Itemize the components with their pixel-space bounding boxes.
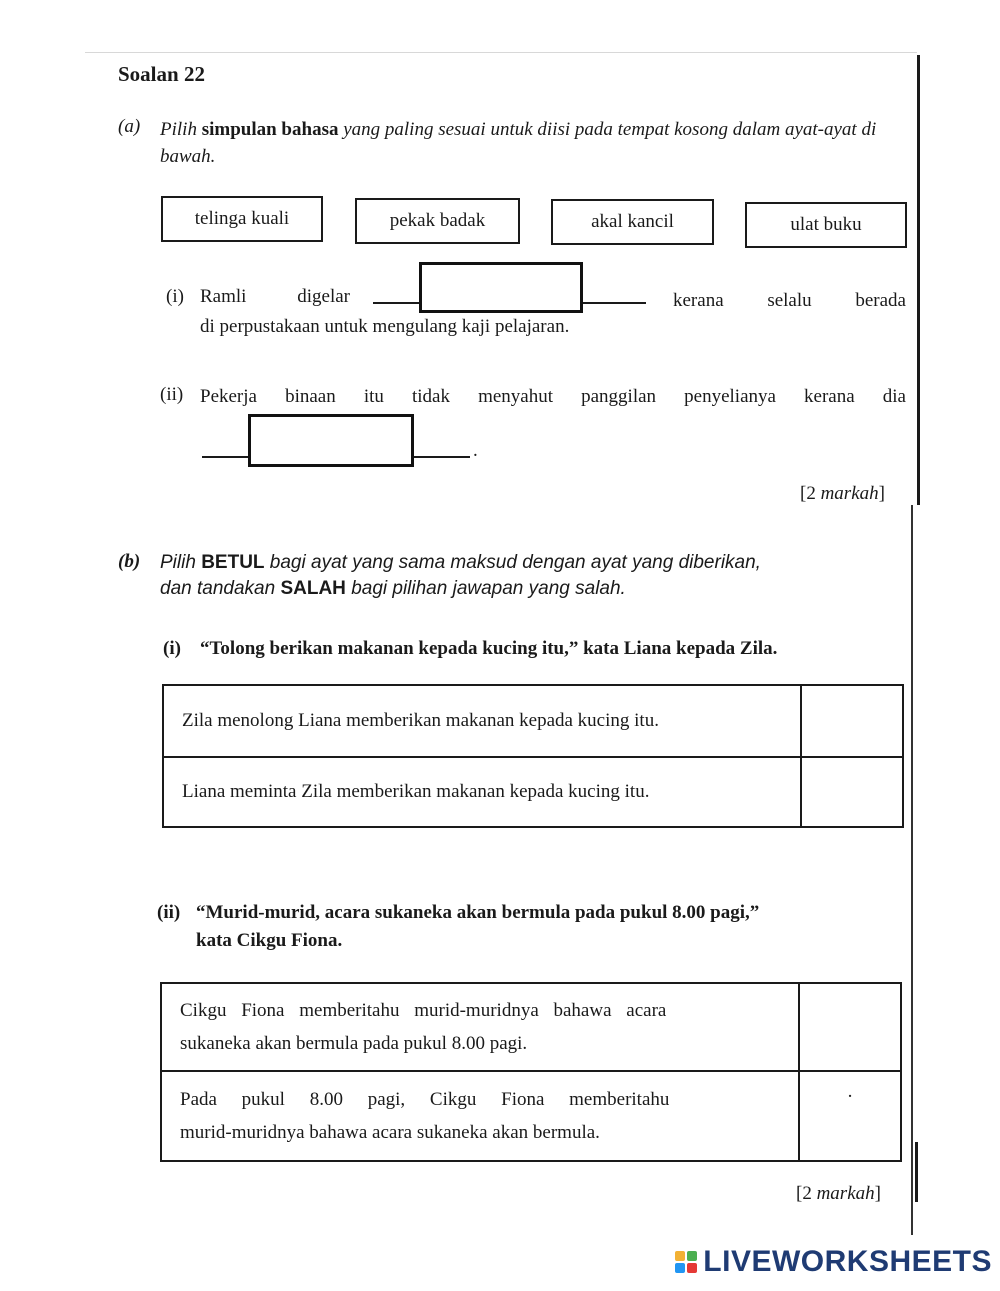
table-b-i [162, 684, 904, 828]
row-line2: murid-muridnya bahawa acara sukaneka akan bermula. [180, 1122, 600, 1143]
part-a-marks [800, 483, 885, 505]
answer-cell-b-ii-2[interactable] [799, 1071, 901, 1161]
part-a-label: (a) [118, 116, 141, 137]
row-text [161, 983, 799, 1071]
page-right-border [917, 55, 920, 505]
answer-box-ii[interactable] [248, 414, 414, 467]
word: selalu [767, 290, 812, 311]
part-b-label: (b) [118, 551, 141, 572]
item-b-ii-quote-2: kata Cikgu Fiona. [196, 930, 343, 951]
row-text: Liana meminta Zila memberikan makanan kepada kucing itu. [163, 757, 801, 827]
row-line2: sukaneka akan bermula pada pukul 8.00 pagi. [180, 1033, 528, 1054]
word: kerana [673, 290, 724, 311]
item-b-i-label: (i) [163, 638, 181, 659]
liveworksheets-logo-icon [675, 1251, 697, 1273]
instr-b-1: Pilih [160, 552, 196, 573]
instr-b-bold2: SALAH [280, 578, 346, 599]
instr-a-1: Pilih [160, 119, 197, 140]
logo-square [675, 1251, 685, 1261]
option-telinga-kuali: telinga kuali [161, 196, 323, 242]
table-row [163, 685, 903, 757]
part-b-instr-line2 [160, 576, 950, 602]
marks-close: ] [878, 483, 885, 504]
stray-dot: · [846, 1086, 854, 1107]
item-a-i-start [200, 286, 350, 308]
table-b-ii [160, 982, 902, 1162]
word: menyahut [478, 386, 554, 407]
logo-square [675, 1263, 685, 1273]
table-row [161, 1071, 901, 1161]
item-b-ii-label: (ii) [157, 902, 181, 923]
part-a-instruction [160, 116, 910, 170]
liveworksheets-logo [675, 1245, 992, 1279]
marks-word: markah [820, 483, 879, 504]
word: binaan [285, 386, 336, 407]
word: kerana [804, 386, 855, 407]
row-line1: Pada pukul 8.00 pagi, Cikgu Fiona memberitahu [180, 1089, 670, 1110]
instr-b-bold1: BETUL [201, 552, 265, 573]
word: penyelianya [684, 386, 776, 407]
part-b-marks [796, 1183, 881, 1205]
instr-b-2: bagi ayat yang sama maksud dengan ayat yang diberikan, [269, 552, 761, 573]
instr-b-3: dan tandakan [160, 578, 276, 599]
word: panggilan [581, 386, 657, 407]
item-b-i-quote: “Tolong berikan makanan kepada kucing itu,” kata Liana kepada Zila. [200, 638, 778, 659]
word: berada [855, 290, 906, 311]
row-text: Zila menolong Liana memberikan makanan kepada kucing itu. [163, 685, 801, 757]
word: Pekerja [200, 386, 257, 407]
table-row [161, 983, 901, 1071]
word: tidak [411, 386, 450, 407]
marks-open: [2 [800, 483, 821, 504]
marks-word: markah [816, 1183, 875, 1204]
item-a-ii-end: . [473, 440, 478, 461]
instr-b-4: bagi pilihan jawapan yang salah. [351, 578, 626, 599]
word: itu [363, 386, 384, 407]
instr-a-bold: simpulan bahasa [201, 119, 339, 140]
option-ulat-buku: ulat buku [745, 202, 907, 248]
item-a-ii-text [200, 386, 906, 408]
option-pekak-badak: pekak badak [355, 198, 520, 244]
answer-cell-b-i-2[interactable] [801, 757, 903, 827]
part-b-instr-line1 [160, 550, 950, 576]
answer-cell-b-i-1[interactable] [801, 685, 903, 757]
answer-box-i[interactable] [419, 262, 583, 313]
row-line1-text: Cikgu Fiona memberitahu murid-muridnya bahawa acara [180, 1000, 667, 1021]
word: digelar [297, 286, 350, 307]
logo-text: LIVEWORKSHEETS [703, 1245, 992, 1278]
item-b-ii-quote-1: “Murid-murid, acara sukaneka akan bermula pada pukul 8.00 pagi,” [196, 902, 760, 923]
marks-open: [2 [796, 1183, 817, 1204]
logo-square [687, 1251, 697, 1261]
option-akal-kancil: akal kancil [551, 199, 714, 245]
page-right-border-lower [911, 505, 913, 1235]
question-title: Soalan 22 [118, 62, 205, 86]
table-row [163, 757, 903, 827]
row-text [161, 1071, 799, 1161]
part-b-instruction [160, 550, 950, 602]
item-a-i-line2: di perpustakaan untuk mengulang kaji pelajaran. [200, 316, 570, 337]
word: Ramli [200, 286, 247, 307]
logo-square [687, 1263, 697, 1273]
page-top-edge [85, 52, 917, 53]
item-a-i-after [673, 290, 906, 312]
word: dia [882, 386, 906, 407]
marks-close: ] [874, 1183, 881, 1204]
page-right-bracket [915, 1142, 918, 1202]
row-line1 [180, 994, 780, 1027]
answer-cell-b-ii-1[interactable] [799, 983, 901, 1071]
instr-a-2: yang paling sesuai untuk diisi pada tempat kosong dalam ayat-ayat di bawah. [160, 119, 877, 167]
item-a-ii-label: (ii) [160, 384, 184, 405]
item-a-i-label: (i) [166, 286, 184, 307]
